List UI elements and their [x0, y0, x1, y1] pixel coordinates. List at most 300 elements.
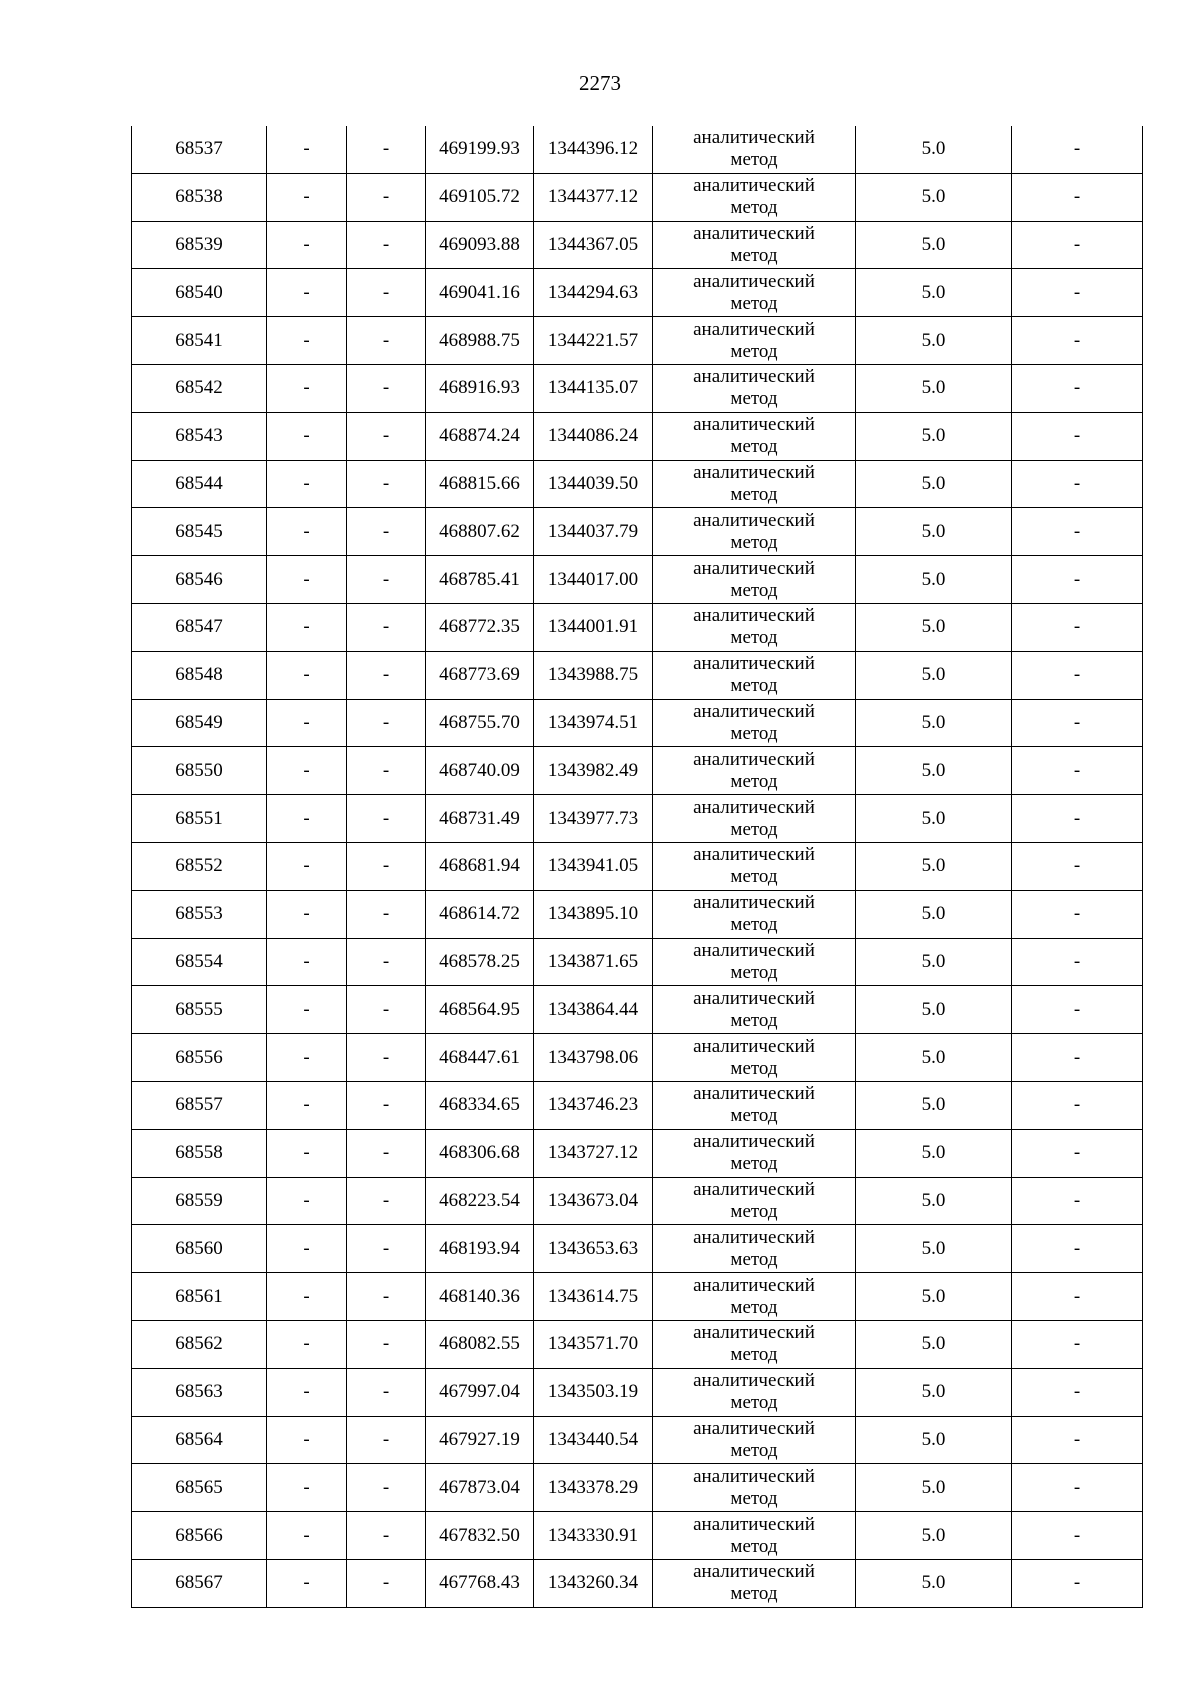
- method-line-2: метод: [730, 1487, 778, 1509]
- empty-cell-3: -: [347, 317, 426, 365]
- accuracy-cell: 5.0: [856, 795, 1012, 843]
- method-cell: [653, 747, 856, 795]
- method-line-2: метод: [730, 388, 778, 410]
- method-cell: [653, 1559, 856, 1607]
- accuracy-cell: 5.0: [856, 173, 1012, 221]
- point-number-cell: 68538: [132, 173, 267, 221]
- accuracy-cell: 5.0: [856, 269, 1012, 317]
- y-coordinate-cell: 1344039.50: [534, 460, 653, 508]
- method-cell: [653, 986, 856, 1034]
- method-line-2: метод: [730, 1105, 778, 1127]
- empty-cell-3: -: [347, 1368, 426, 1416]
- empty-cell-8: -: [1012, 1368, 1143, 1416]
- method-line-1: аналитический: [693, 700, 815, 722]
- point-number-cell: 68558: [132, 1129, 267, 1177]
- method-line-2: метод: [730, 818, 778, 840]
- method-line-2: метод: [730, 340, 778, 362]
- y-coordinate-cell: 1344001.91: [534, 603, 653, 651]
- point-number-cell: 68540: [132, 269, 267, 317]
- empty-cell-8: -: [1012, 1081, 1143, 1129]
- empty-cell-2: -: [267, 1081, 347, 1129]
- method-cell: [653, 1464, 856, 1512]
- x-coordinate-cell: 468785.41: [426, 556, 534, 604]
- x-coordinate-cell: 467832.50: [426, 1512, 534, 1560]
- page-number: 2273: [579, 71, 621, 95]
- method-line-1: аналитический: [693, 509, 815, 531]
- method-line-2: метод: [730, 1392, 778, 1414]
- accuracy-cell: 5.0: [856, 317, 1012, 365]
- y-coordinate-cell: 1343746.23: [534, 1081, 653, 1129]
- empty-cell-2: -: [267, 699, 347, 747]
- empty-cell-2: -: [267, 1320, 347, 1368]
- empty-cell-2: -: [267, 1368, 347, 1416]
- method-line-2: метод: [730, 770, 778, 792]
- method-cell: [653, 412, 856, 460]
- table-row: [132, 651, 1143, 699]
- method-line-1: аналитический: [693, 605, 815, 627]
- table-row: [132, 412, 1143, 460]
- accuracy-cell: 5.0: [856, 460, 1012, 508]
- method-line-1: аналитический: [693, 414, 815, 436]
- accuracy-cell: 5.0: [856, 1225, 1012, 1273]
- method-line-1: аналитический: [693, 175, 815, 197]
- table-row: [132, 795, 1143, 843]
- empty-cell-3: -: [347, 938, 426, 986]
- empty-cell-2: -: [267, 412, 347, 460]
- empty-cell-8: -: [1012, 747, 1143, 795]
- method-line-1: аналитический: [693, 366, 815, 388]
- y-coordinate-cell: 1343727.12: [534, 1129, 653, 1177]
- method-line-1: аналитический: [693, 1083, 815, 1105]
- method-cell: [653, 1081, 856, 1129]
- point-number-cell: 68539: [132, 221, 267, 269]
- method-cell: [653, 1512, 856, 1560]
- empty-cell-2: -: [267, 460, 347, 508]
- x-coordinate-cell: 468564.95: [426, 986, 534, 1034]
- empty-cell-8: -: [1012, 603, 1143, 651]
- empty-cell-3: -: [347, 747, 426, 795]
- point-number-cell: 68559: [132, 1177, 267, 1225]
- point-number-cell: 68541: [132, 317, 267, 365]
- empty-cell-3: -: [347, 842, 426, 890]
- point-number-cell: 68543: [132, 412, 267, 460]
- method-cell: [653, 795, 856, 843]
- accuracy-cell: 5.0: [856, 1559, 1012, 1607]
- method-line-2: метод: [730, 579, 778, 601]
- method-line-1: аналитический: [693, 461, 815, 483]
- empty-cell-8: -: [1012, 1512, 1143, 1560]
- empty-cell-8: -: [1012, 460, 1143, 508]
- method-cell: [653, 651, 856, 699]
- empty-cell-2: -: [267, 1225, 347, 1273]
- table-row: [132, 556, 1143, 604]
- method-cell: [653, 1368, 856, 1416]
- x-coordinate-cell: 468807.62: [426, 508, 534, 556]
- empty-cell-3: -: [347, 364, 426, 412]
- x-coordinate-cell: 468874.24: [426, 412, 534, 460]
- empty-cell-8: -: [1012, 651, 1143, 699]
- y-coordinate-cell: 1343974.51: [534, 699, 653, 747]
- empty-cell-8: -: [1012, 126, 1143, 173]
- x-coordinate-cell: 468681.94: [426, 842, 534, 890]
- y-coordinate-cell: 1344377.12: [534, 173, 653, 221]
- empty-cell-2: -: [267, 1512, 347, 1560]
- method-cell: [653, 508, 856, 556]
- table-row: [132, 1081, 1143, 1129]
- x-coordinate-cell: 468755.70: [426, 699, 534, 747]
- x-coordinate-cell: 467997.04: [426, 1368, 534, 1416]
- point-number-cell: 68567: [132, 1559, 267, 1607]
- table-row: [132, 603, 1143, 651]
- empty-cell-2: -: [267, 221, 347, 269]
- point-number-cell: 68564: [132, 1416, 267, 1464]
- table-row: [132, 1368, 1143, 1416]
- empty-cell-2: -: [267, 1129, 347, 1177]
- method-line-1: аналитический: [693, 1274, 815, 1296]
- point-number-cell: 68554: [132, 938, 267, 986]
- empty-cell-8: -: [1012, 795, 1143, 843]
- table-row: [132, 842, 1143, 890]
- method-line-2: метод: [730, 722, 778, 744]
- coordinates-table: [131, 126, 1143, 1608]
- y-coordinate-cell: 1343941.05: [534, 842, 653, 890]
- empty-cell-8: -: [1012, 221, 1143, 269]
- method-line-1: аналитический: [693, 892, 815, 914]
- point-number-cell: 68544: [132, 460, 267, 508]
- method-line-1: аналитический: [693, 844, 815, 866]
- empty-cell-3: -: [347, 508, 426, 556]
- method-line-2: метод: [730, 1344, 778, 1366]
- accuracy-cell: 5.0: [856, 1081, 1012, 1129]
- x-coordinate-cell: 468916.93: [426, 364, 534, 412]
- accuracy-cell: 5.0: [856, 747, 1012, 795]
- empty-cell-8: -: [1012, 699, 1143, 747]
- accuracy-cell: 5.0: [856, 938, 1012, 986]
- table-row: [132, 1034, 1143, 1082]
- method-line-1: аналитический: [693, 1178, 815, 1200]
- method-cell: [653, 1416, 856, 1464]
- table-row: [132, 938, 1143, 986]
- table-row: [132, 1464, 1143, 1512]
- empty-cell-3: -: [347, 173, 426, 221]
- empty-cell-3: -: [347, 1129, 426, 1177]
- point-number-cell: 68549: [132, 699, 267, 747]
- empty-cell-3: -: [347, 126, 426, 173]
- point-number-cell: 68537: [132, 126, 267, 173]
- empty-cell-3: -: [347, 1177, 426, 1225]
- empty-cell-3: -: [347, 795, 426, 843]
- empty-cell-8: -: [1012, 1416, 1143, 1464]
- empty-cell-2: -: [267, 1416, 347, 1464]
- method-line-2: метод: [730, 292, 778, 314]
- accuracy-cell: 5.0: [856, 1129, 1012, 1177]
- accuracy-cell: 5.0: [856, 1368, 1012, 1416]
- point-number-cell: 68561: [132, 1273, 267, 1321]
- y-coordinate-cell: 1343440.54: [534, 1416, 653, 1464]
- point-number-cell: 68553: [132, 890, 267, 938]
- method-cell: [653, 1320, 856, 1368]
- method-line-1: аналитический: [693, 748, 815, 770]
- empty-cell-8: -: [1012, 842, 1143, 890]
- empty-cell-8: -: [1012, 1559, 1143, 1607]
- method-line-2: метод: [730, 1153, 778, 1175]
- table-row: [132, 1320, 1143, 1368]
- table-row: [132, 1225, 1143, 1273]
- method-cell: [653, 317, 856, 365]
- table-row: [132, 364, 1143, 412]
- empty-cell-3: -: [347, 603, 426, 651]
- empty-cell-3: -: [347, 412, 426, 460]
- method-line-1: аналитический: [693, 1370, 815, 1392]
- empty-cell-2: -: [267, 556, 347, 604]
- x-coordinate-cell: 468193.94: [426, 1225, 534, 1273]
- table-row: [132, 890, 1143, 938]
- accuracy-cell: 5.0: [856, 1034, 1012, 1082]
- point-number-cell: 68551: [132, 795, 267, 843]
- accuracy-cell: 5.0: [856, 221, 1012, 269]
- accuracy-cell: 5.0: [856, 1416, 1012, 1464]
- point-number-cell: 68546: [132, 556, 267, 604]
- table-row: [132, 1416, 1143, 1464]
- method-line-1: аналитический: [693, 127, 815, 149]
- method-line-2: метод: [730, 1583, 778, 1605]
- point-number-cell: 68566: [132, 1512, 267, 1560]
- method-line-2: метод: [730, 483, 778, 505]
- x-coordinate-cell: 469199.93: [426, 126, 534, 173]
- x-coordinate-cell: 467768.43: [426, 1559, 534, 1607]
- method-line-2: метод: [730, 244, 778, 266]
- point-number-cell: 68563: [132, 1368, 267, 1416]
- empty-cell-2: -: [267, 126, 347, 173]
- method-cell: [653, 603, 856, 651]
- method-line-1: аналитический: [693, 1322, 815, 1344]
- method-cell: [653, 221, 856, 269]
- table-row: [132, 126, 1143, 173]
- x-coordinate-cell: 468740.09: [426, 747, 534, 795]
- empty-cell-8: -: [1012, 556, 1143, 604]
- method-line-2: метод: [730, 1009, 778, 1031]
- empty-cell-8: -: [1012, 1177, 1143, 1225]
- x-coordinate-cell: 468614.72: [426, 890, 534, 938]
- empty-cell-2: -: [267, 269, 347, 317]
- table-row: [132, 747, 1143, 795]
- method-line-1: аналитический: [693, 1465, 815, 1487]
- x-coordinate-cell: 467873.04: [426, 1464, 534, 1512]
- y-coordinate-cell: 1344294.63: [534, 269, 653, 317]
- empty-cell-3: -: [347, 986, 426, 1034]
- empty-cell-2: -: [267, 1559, 347, 1607]
- table-row: [132, 460, 1143, 508]
- table-row: [132, 173, 1143, 221]
- method-line-2: метод: [730, 1535, 778, 1557]
- empty-cell-2: -: [267, 890, 347, 938]
- method-cell: [653, 1225, 856, 1273]
- accuracy-cell: 5.0: [856, 412, 1012, 460]
- method-line-1: аналитический: [693, 653, 815, 675]
- accuracy-cell: 5.0: [856, 1273, 1012, 1321]
- table-row: [132, 1512, 1143, 1560]
- method-cell: [653, 890, 856, 938]
- x-coordinate-cell: 468772.35: [426, 603, 534, 651]
- point-number-cell: 68548: [132, 651, 267, 699]
- empty-cell-3: -: [347, 221, 426, 269]
- empty-cell-2: -: [267, 1034, 347, 1082]
- point-number-cell: 68562: [132, 1320, 267, 1368]
- empty-cell-3: -: [347, 1512, 426, 1560]
- empty-cell-2: -: [267, 747, 347, 795]
- method-line-2: метод: [730, 675, 778, 697]
- x-coordinate-cell: 468447.61: [426, 1034, 534, 1082]
- empty-cell-8: -: [1012, 1225, 1143, 1273]
- y-coordinate-cell: 1344396.12: [534, 126, 653, 173]
- method-cell: [653, 556, 856, 604]
- x-coordinate-cell: 468306.68: [426, 1129, 534, 1177]
- empty-cell-3: -: [347, 651, 426, 699]
- method-cell: [653, 126, 856, 173]
- point-number-cell: 68555: [132, 986, 267, 1034]
- point-number-cell: 68557: [132, 1081, 267, 1129]
- empty-cell-3: -: [347, 1320, 426, 1368]
- empty-cell-2: -: [267, 795, 347, 843]
- accuracy-cell: 5.0: [856, 842, 1012, 890]
- table-row: [132, 1177, 1143, 1225]
- method-line-2: метод: [730, 149, 778, 171]
- accuracy-cell: 5.0: [856, 508, 1012, 556]
- empty-cell-8: -: [1012, 1464, 1143, 1512]
- empty-cell-2: -: [267, 173, 347, 221]
- empty-cell-3: -: [347, 1034, 426, 1082]
- y-coordinate-cell: 1343982.49: [534, 747, 653, 795]
- y-coordinate-cell: 1343895.10: [534, 890, 653, 938]
- x-coordinate-cell: 468223.54: [426, 1177, 534, 1225]
- method-line-1: аналитический: [693, 222, 815, 244]
- method-line-1: аналитический: [693, 318, 815, 340]
- empty-cell-2: -: [267, 364, 347, 412]
- table-row: [132, 317, 1143, 365]
- method-line-2: метод: [730, 1296, 778, 1318]
- table-row: [132, 508, 1143, 556]
- method-cell: [653, 1273, 856, 1321]
- empty-cell-2: -: [267, 317, 347, 365]
- x-coordinate-cell: 468988.75: [426, 317, 534, 365]
- empty-cell-3: -: [347, 1559, 426, 1607]
- x-coordinate-cell: 468334.65: [426, 1081, 534, 1129]
- method-line-2: метод: [730, 1200, 778, 1222]
- y-coordinate-cell: 1343871.65: [534, 938, 653, 986]
- accuracy-cell: 5.0: [856, 986, 1012, 1034]
- method-cell: [653, 460, 856, 508]
- empty-cell-8: -: [1012, 269, 1143, 317]
- method-line-2: метод: [730, 627, 778, 649]
- x-coordinate-cell: 468140.36: [426, 1273, 534, 1321]
- empty-cell-2: -: [267, 508, 347, 556]
- accuracy-cell: 5.0: [856, 364, 1012, 412]
- accuracy-cell: 5.0: [856, 699, 1012, 747]
- empty-cell-8: -: [1012, 1129, 1143, 1177]
- empty-cell-2: -: [267, 651, 347, 699]
- empty-cell-3: -: [347, 1273, 426, 1321]
- empty-cell-2: -: [267, 842, 347, 890]
- method-line-2: метод: [730, 1057, 778, 1079]
- empty-cell-3: -: [347, 699, 426, 747]
- method-line-1: аналитический: [693, 1131, 815, 1153]
- y-coordinate-cell: 1343798.06: [534, 1034, 653, 1082]
- empty-cell-3: -: [347, 460, 426, 508]
- table-row: [132, 986, 1143, 1034]
- accuracy-cell: 5.0: [856, 1512, 1012, 1560]
- y-coordinate-cell: 1344221.57: [534, 317, 653, 365]
- y-coordinate-cell: 1344367.05: [534, 221, 653, 269]
- point-number-cell: 68545: [132, 508, 267, 556]
- empty-cell-2: -: [267, 1177, 347, 1225]
- method-line-2: метод: [730, 961, 778, 983]
- y-coordinate-cell: 1343653.63: [534, 1225, 653, 1273]
- empty-cell-8: -: [1012, 1320, 1143, 1368]
- accuracy-cell: 5.0: [856, 603, 1012, 651]
- y-coordinate-cell: 1344135.07: [534, 364, 653, 412]
- empty-cell-8: -: [1012, 508, 1143, 556]
- y-coordinate-cell: 1343571.70: [534, 1320, 653, 1368]
- method-cell: [653, 269, 856, 317]
- empty-cell-8: -: [1012, 986, 1143, 1034]
- accuracy-cell: 5.0: [856, 1320, 1012, 1368]
- empty-cell-3: -: [347, 890, 426, 938]
- method-line-1: аналитический: [693, 1226, 815, 1248]
- point-number-cell: 68552: [132, 842, 267, 890]
- method-cell: [653, 842, 856, 890]
- empty-cell-8: -: [1012, 890, 1143, 938]
- empty-cell-3: -: [347, 269, 426, 317]
- y-coordinate-cell: 1344086.24: [534, 412, 653, 460]
- method-line-1: аналитический: [693, 1035, 815, 1057]
- x-coordinate-cell: 468815.66: [426, 460, 534, 508]
- x-coordinate-cell: 468578.25: [426, 938, 534, 986]
- method-line-1: аналитический: [693, 1513, 815, 1535]
- y-coordinate-cell: 1343503.19: [534, 1368, 653, 1416]
- method-line-1: аналитический: [693, 1561, 815, 1583]
- method-line-1: аналитический: [693, 1417, 815, 1439]
- method-cell: [653, 699, 856, 747]
- point-number-cell: 68547: [132, 603, 267, 651]
- method-line-2: метод: [730, 197, 778, 219]
- empty-cell-3: -: [347, 1225, 426, 1273]
- method-cell: [653, 1129, 856, 1177]
- table-row: [132, 221, 1143, 269]
- y-coordinate-cell: 1344017.00: [534, 556, 653, 604]
- method-line-1: аналитический: [693, 939, 815, 961]
- empty-cell-2: -: [267, 938, 347, 986]
- accuracy-cell: 5.0: [856, 651, 1012, 699]
- method-cell: [653, 1034, 856, 1082]
- method-line-1: аналитический: [693, 987, 815, 1009]
- accuracy-cell: 5.0: [856, 1177, 1012, 1225]
- point-number-cell: 68560: [132, 1225, 267, 1273]
- y-coordinate-cell: 1343378.29: [534, 1464, 653, 1512]
- empty-cell-8: -: [1012, 1034, 1143, 1082]
- point-number-cell: 68565: [132, 1464, 267, 1512]
- accuracy-cell: 5.0: [856, 890, 1012, 938]
- method-line-1: аналитический: [693, 557, 815, 579]
- table-row: [132, 1129, 1143, 1177]
- method-cell: [653, 1177, 856, 1225]
- x-coordinate-cell: 469041.16: [426, 269, 534, 317]
- table-row: [132, 699, 1143, 747]
- accuracy-cell: 5.0: [856, 1464, 1012, 1512]
- x-coordinate-cell: 467927.19: [426, 1416, 534, 1464]
- y-coordinate-cell: 1343673.04: [534, 1177, 653, 1225]
- y-coordinate-cell: 1343614.75: [534, 1273, 653, 1321]
- empty-cell-2: -: [267, 986, 347, 1034]
